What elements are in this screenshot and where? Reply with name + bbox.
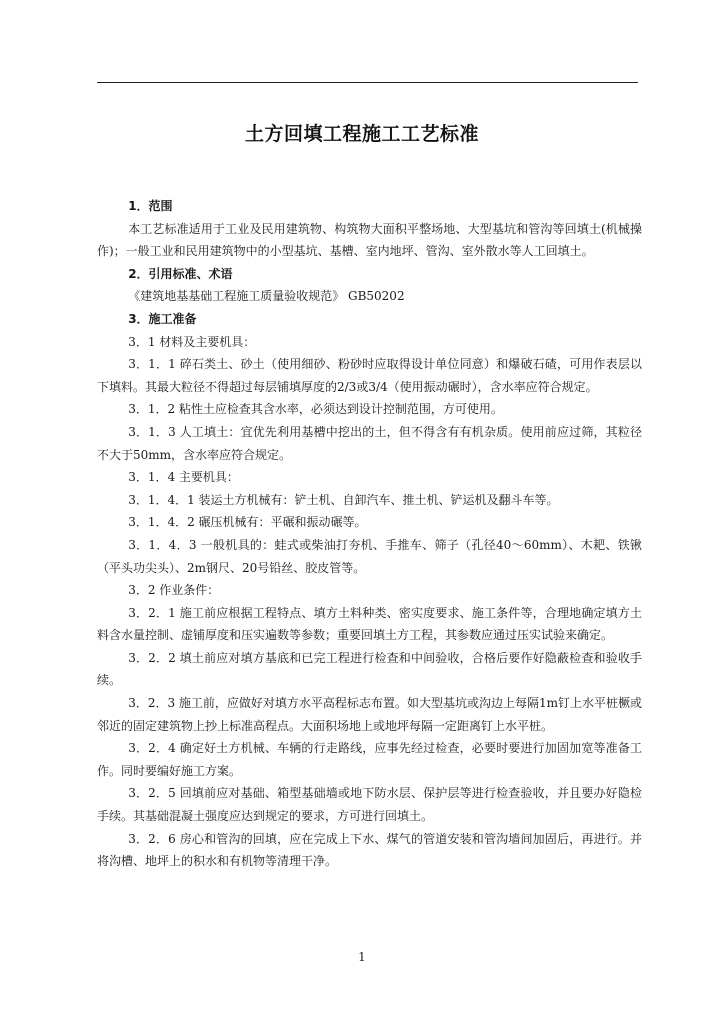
paragraph-3-1-4: 3．1．4 主要机具： [128, 470, 239, 485]
paragraph-3-2-6: 3．2．6 房心和管沟的回填，应在完成上下水、煤气的管道安装和管沟墙间加固后，再进行。并将沟槽、地坪上的积水和有机物等清理干净。 [97, 831, 642, 869]
section-heading-preparation: 3．施工准备 [128, 311, 197, 326]
section-heading-scope: 1．范围 [128, 199, 173, 213]
paragraph-standard-ref: 《建筑地基基础工程施工质量验收规范》 GB50202 [128, 289, 405, 304]
paragraph-3-2: 3．2 作业条件： [128, 583, 220, 598]
paragraph-3-2-1: 3．2．1 施工前应根据工程特点、填方土料种类、密实度要求、施工条件等，合理地确定填方土料含水量控制、虚铺厚度和压实遍数等参数；重要回填土方工程，其参数应通过压实试验来确定。 [97, 605, 642, 643]
paragraph-3-2-3: 3．2．3 施工前，应做好对填方水平高程标志布置。如大型基坑或沟边上每隔1m钉上水平桩橛或邻近的固定建筑物上抄上标准高程点。大面积场地上或地坪每隔一定距离钉上水平桩。 [97, 696, 642, 733]
paragraph-3-1-4-1: 3．1．4．1 装运土方机械有：铲土机、自卸汽车、推土机、铲运机及翻斗车等。 [128, 492, 559, 507]
paragraph-3-1-3: 3．1．3 人工填土：宜优先利用基槽中挖出的土，但不得含有有机杂质。使用前应过筛，其粒径不大于50mm，含水率应符合规定。 [97, 424, 642, 462]
paragraph-3-2-2: 3．2．2 填土前应对填方基底和已完工程进行检查和中间验收，合格后要作好隐蔽检查和验收手续。 [97, 650, 642, 688]
page-number: 1 [358, 950, 366, 964]
document-body [97, 195, 642, 873]
paragraph-3-2-4: 3．2．4 确定好土方机械、车辆的行走路线，应事先经过检查，必要时要进行加固加宽等准备工作。同时要编好施工方案。 [97, 741, 642, 778]
paragraph-3-1-1: 3．1．1 碎石类土、砂土（使用细砂、粉砂时应取得设计单位同意）和爆破石碴，可用作表层以下填料。其最大粒径不得超过每层铺填厚度的2/3或3/4（使用振动碾时），含水率应符合规定。 [97, 357, 642, 394]
section-heading-standards: 2．引用标准、术语 [128, 266, 233, 281]
paragraph-3-1: 3．1 材料及主要机具： [128, 334, 256, 349]
paragraph-scope: 本工艺标准适用于工业及民用建筑物、构筑物大面积平整场地、大型基坑和管沟等回填土(机械操作)；一般工业和民用建筑物中的小型基坑、基槽、室内地坪、管沟、室外散水等人工回填土。 [97, 221, 642, 259]
header-rule [97, 82, 638, 83]
paragraph-3-1-4-3: 3．1．4．3 一般机具的：蛙式或柴油打夯机、手推车、筛子（孔径40～60mm）、木耙、铁锹（平头功尖头）、2m钢尺、20号铅丝、胶皮管等。 [97, 537, 642, 575]
paragraph-3-1-2: 3．1．2 粘性土应检查其含水率，必须达到设计控制范围，方可使用。 [128, 402, 503, 417]
document-title: 土方回填工程施工工艺标准 [244, 123, 479, 145]
paragraph-3-2-5: 3．2．5 回填前应对基础、箱型基础墙或地下防水层、保护层等进行检查验收，并且要办好隐检手续。其基础混凝土强度应达到规定的要求，方可进行回填土。 [97, 786, 642, 824]
paragraph-3-1-4-2: 3．1．4．2 碾压机械有：平碾和振动碾等。 [128, 515, 367, 530]
